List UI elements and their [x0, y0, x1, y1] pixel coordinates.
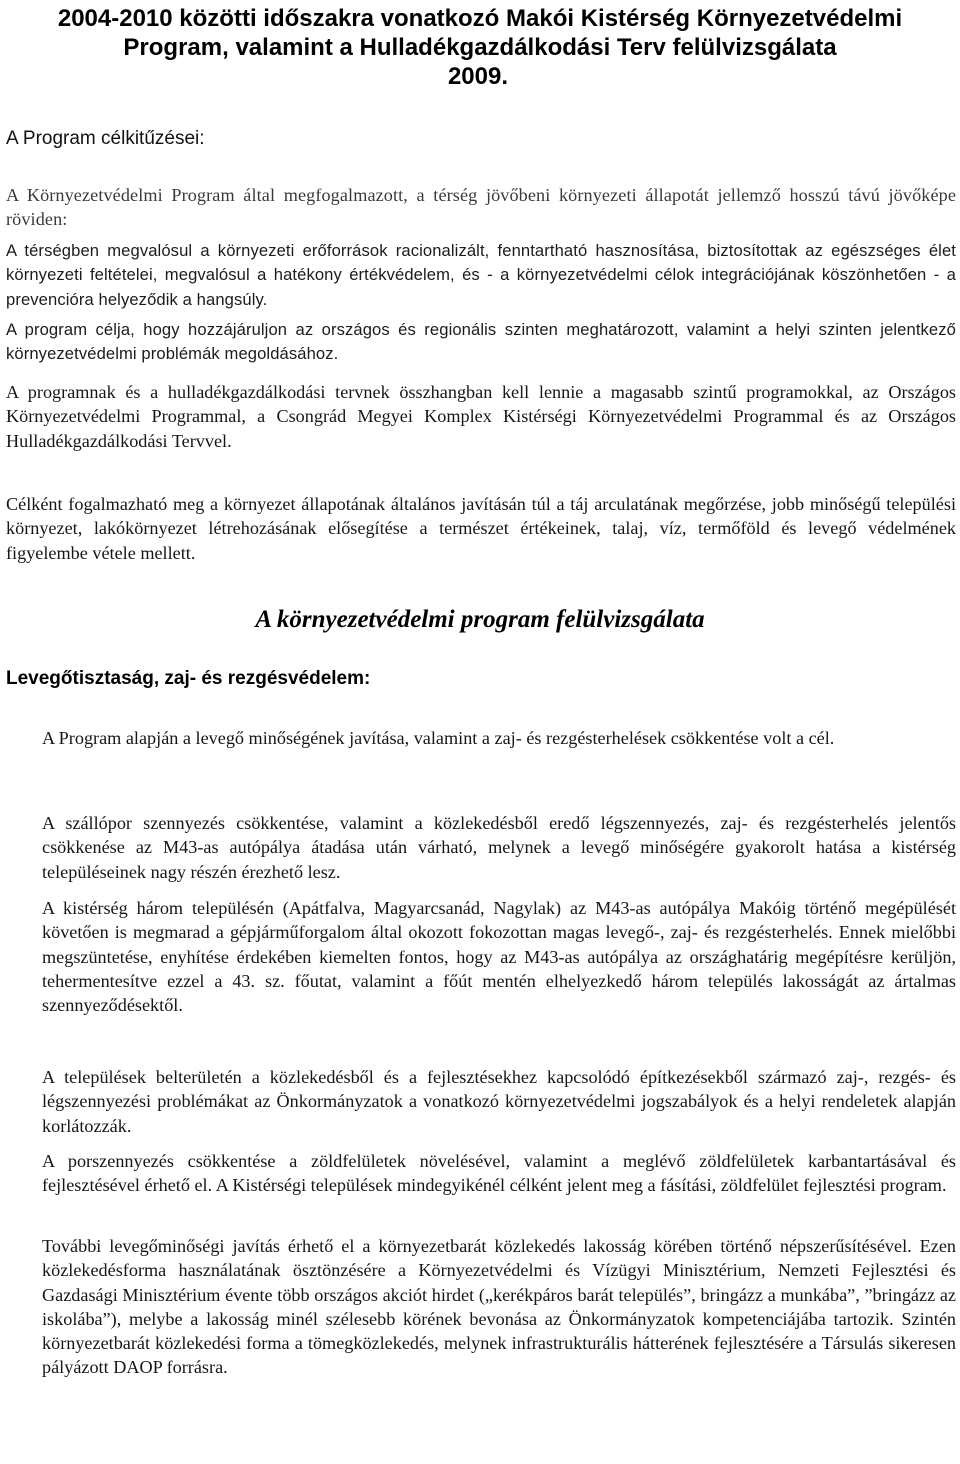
paragraph-5: A porszennyezés csökkentése a zöldfelületek növelésével, valamint a meglévő zöldfelületek karbantartásával és fejlesztésével érhető el. A Kistérségi települések mindegyikénél célként jelent meg a fásítási, zöldfelület fejlesztési program. [42, 1151, 956, 1196]
document-title-line-2: Program, valamint a Hulladékgazdálkodási Terv felülvizsgálata [123, 34, 837, 61]
section-title: A környezetvédelmi program felülvizsgálata [255, 606, 705, 633]
intro-paragraph: A Környezetvédelmi Program által megfogalmazott, a térség jövőbeni környezeti állapotát jellemző hosszú távú jövőképe röviden: [6, 185, 956, 230]
subsection-title: Levegőtisztaság, zaj- és rezgésvédelem: [6, 668, 371, 689]
paragraph-1: A Program alapján a levegő minőségének javítása, valamint a zaj- és rezgésterhelések csökkentése volt a cél. [42, 728, 835, 748]
target-paragraph: Célként fogalmazható meg a környezet állapotának általános javításán túl a táj arculatának megőrzése, jobb minőségű települési környezet, lakókörnyezet létrehozásának elősegítése a természet értékeinek, talaj, víz, termőföld és levegő védelmének figyelembe vétele mellett. [6, 494, 956, 563]
vision-paragraph: A térségben megvalósul a környezeti erőforrások racionalizált, fenntartható hasznosítása, biztosítottak az egészséges élet környezeti feltételei, megvalósul a hatékony értékvédelem, és - a környezetvédelmi célok integrációjának köszönhetően - a prevencióra helyeződik a hangsúly. [6, 241, 956, 309]
goals-heading: A Program célkitűzései: [6, 128, 205, 149]
document-title [0, 0, 960, 91]
document-title-line-1: 2004-2010 közötti időszakra vonatkozó Makói Kistérség Környezetvédelmi [57, 5, 903, 32]
paragraph-3: A kistérség három településén (Apátfalva, Magyarcsanád, Nagylak) az M43-as autópálya Makóig történő megépülését követően is megmarad a gépjárműforgalom által okozott fokozottan magas levegő-, zaj- és rezgésterhelés. Ennek mielőbbi megszüntetése, enyhítése érdekében kiemelten fontos, hogy az M43-as autópálya az országhatárig megépítésre kerüljön, tehermentesítve ezzel a 43. sz. főutat, valamint a főút mentén elhelyezkedő három település lakosságát az ártalmas szennyeződésektől. [42, 898, 956, 1016]
paragraph-4: A települések belterületén a közlekedésből és a fejlesztésekhez kapcsolódó építkezésekből származó zaj-, rezgés- és légszennyezési problémákat az Önkormányzatok a vonatkozó környezetvédelmi jogszabályok és a helyi rendeletek alapján korlátozzák. [42, 1067, 956, 1136]
document-title-line-3: 2009. [447, 63, 508, 90]
aim-paragraph: A program célja, hogy hozzájáruljon az országos és regionális szinten meghatározott, valamint a helyi szinten jelentkező környezetvédelmi problémák megoldásához. [6, 320, 956, 364]
paragraph-2: A szállópor szennyezés csökkentése, valamint a közlekedésből eredő légszennyezés, zaj- és rezgésterhelés jelentős csökkenése az M43-as autópálya átadása után várható, melynek a levegő minőségére gyakorolt hatása a kistérség településeinek nagy részén érezhető lesz. [42, 813, 956, 882]
paragraph-6: További levegőminőségi javítás érhető el a környezetbarát közlekedés lakosság körében történő népszerűsítésével. Ezen közlekedésforma használatának ösztönzésére a Környezetvédelmi és Vízügyi Minisztérium, Nemzeti Fejlesztési és Gazdasági Minisztérium évente több országos akciót hirdet („kerékpáros barát település”, bringázz a munkába”, ”bringázz az iskolába”), melybe a lakosság minél szélesebb körének bevonása az Önkormányzatok kompetenciájába tartozik. Szintén környezetbarát közlekedési forma a tömegközlekedés, melynek infrastrukturális hátterének fejlesztésére a Társulás sikeresen pályázott DAOP forrásra. [42, 1236, 956, 1378]
harmony-paragraph: A programnak és a hulladékgazdálkodási tervnek összhangban kell lennie a magasabb szintű programokkal, az Országos Környezetvédelmi Programmal, a Csongrád Megyei Komplex Kistérségi Környezetvédelmi Programmal és az Országos Hulladékgazdálkodási Tervvel. [6, 382, 956, 451]
